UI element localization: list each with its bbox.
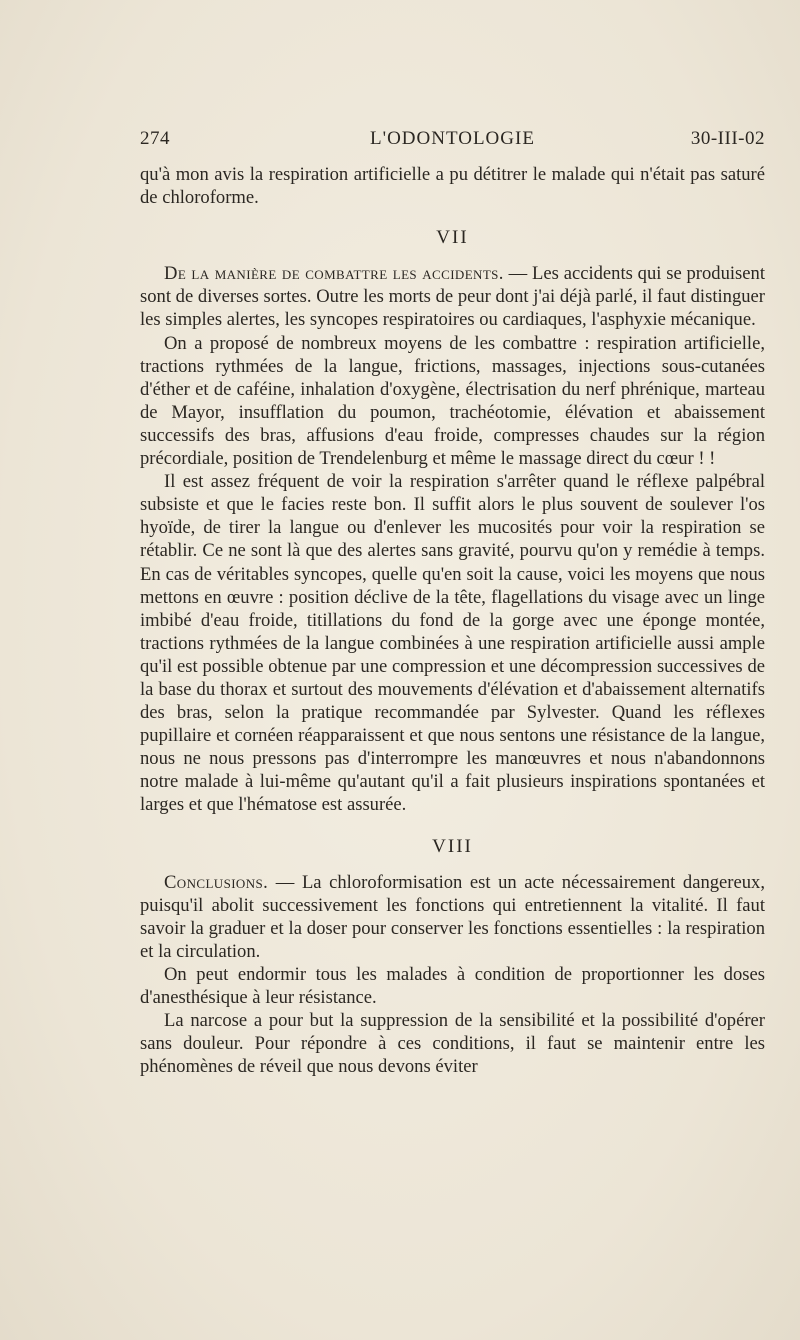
running-title: L'ODONTOLOGIE xyxy=(370,128,535,149)
section-vii-dash: — xyxy=(503,263,533,285)
section-viii-heading: Conclusions. xyxy=(164,871,269,893)
section-viii-lead-text: La chloroformisation est un acte nécessairement dangereux, puisqu'il abolit successivement les fonctions qui entretiennent la vitalité. Il faut savoir la graduer et la doser pour conserver les fonctions essentielles : la respiration et la circulation. xyxy=(140,871,765,962)
opening-paragraph: qu'à mon avis la respiration artificielle a pu détitrer le malade qui n'était pas saturé de chloroforme. xyxy=(140,164,765,209)
section-vii-lead-text: Les accidents qui se produisent sont de diverses sortes. Outre les morts de peur dont j'ai déjà parlé, il faut distinguer les simples alertes, les syncopes respiratoires ou cardiaques, l'asphyxie mécanique. xyxy=(140,263,765,331)
section-numeral-viii: VIII xyxy=(432,835,473,857)
section-vii-paragraph: Il est assez fréquent de voir la respiration s'arrêter quand le réflexe palpébral subsiste et que le facies reste bon. Il suffit alors le plus souvent de soulever l'os hyoïde, de tirer la langue ou d'enlever les mucosités pour voir la respiration se rétablir. Ce ne sont là que des alertes sans gravité, pourvu qu'on y remédie à temps. En cas de véritables syncopes, quelle qu'en soit la cause, voici les moyens que nous mettons en œuvre : position déclive de la tête, flagellations du visage avec un linge imbibé d'eau froide, titillations du fond de la gorge avec une éponge montée, tractions rythmées de la langue combinées à une respiration artificielle aussi ample qu'il est possible obtenue par une compression et une décompression successives de la base du thorax et surtout des mouvements d'élévation et d'abaissement alternatifs des bras, selon la pratique recommandée par Sylvester. Quand les réflexes pupillaire et cornéen réapparaissent et que nous sentons une résistance de la langue, nous ne nous pressons pas d'interrompre les manœuvres et nous n'abandonnons notre malade à lui-même qu'autant qu'il a fait plusieurs inspirations spontanées et larges et que l'hématose est assurée. xyxy=(140,471,765,816)
section-vii-heading: De la manière de combattre les accidents. xyxy=(164,263,504,285)
page-number: 274 xyxy=(140,128,170,149)
section-viii-paragraph: La narcose a pour but la suppression de la sensibilité et la possibilité d'opérer sans douleur. Pour répondre à ces conditions, il faut se maintenir entre les phénomènes de réveil que nous devons éviter xyxy=(140,1010,765,1078)
section-vii-lead-paragraph xyxy=(140,262,765,331)
section-numeral-vii: VII xyxy=(436,227,469,249)
issue-date: 30-III-02 xyxy=(690,128,765,149)
body-text xyxy=(140,163,765,1078)
section-viii-paragraph: On peut endormir tous les malades à condition de proportionner les doses d'anesthésique à leur résistance. xyxy=(140,964,765,1009)
section-viii-dash: — xyxy=(268,871,302,893)
section-vii-paragraph: On a proposé de nombreux moyens de les combattre : respiration artificielle, tractions rythmées de la langue, frictions, massages, injections sous-cutanées d'éther et de caféine, inhalation d'oxygène, électrisation du nerf phrénique, marteau de Mayor, insufflation du poumon, trachéotomie, élévation et abaissement successifs des bras, affusions d'eau froide, compresses chaudes sur la région précordiale, position de Trendelenburg et même le massage direct du cœur ! ! xyxy=(140,332,765,470)
section-viii-lead-paragraph xyxy=(140,871,765,963)
running-header xyxy=(140,128,765,156)
